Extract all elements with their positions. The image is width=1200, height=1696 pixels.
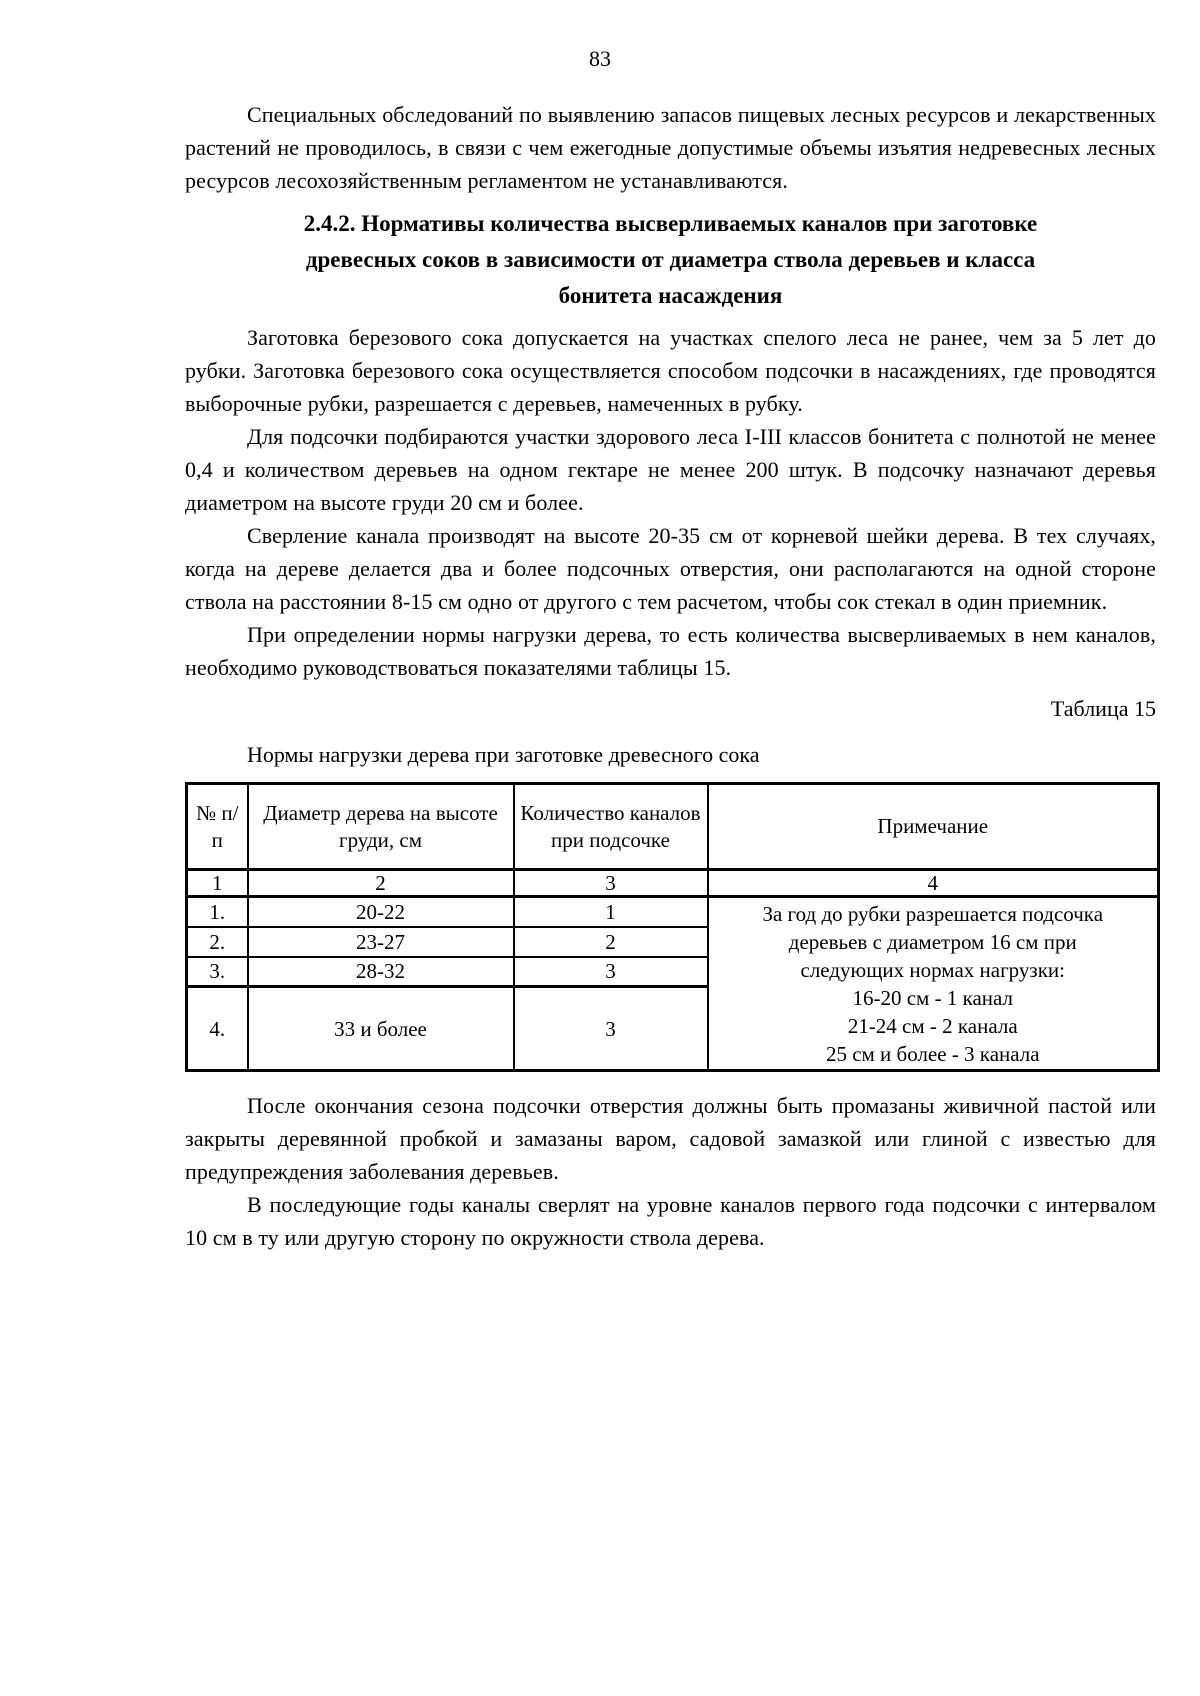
channels-cell: 2 xyxy=(514,927,708,957)
channels-cell: 1 xyxy=(514,897,708,927)
column-numbering-row xyxy=(187,870,1159,897)
note-line-4: 16-20 см - 1 канал xyxy=(852,985,1014,1010)
col-header-number: № п/п xyxy=(187,784,248,870)
column-number-cell: 4 xyxy=(708,870,1159,897)
note-line-2: деревьев с диаметром 16 см при xyxy=(788,929,1077,954)
paragraph-following-years: В последующие годы каналы сверлят на уровне каналов первого года подсочки с интервалом 10 см в ту или другую сторону по окружности ствола дерева. xyxy=(185,1192,1156,1250)
column-number-cell: 1 xyxy=(187,870,248,897)
paragraph-site-selection: Для подсочки подбираются участки здорового леса I-III классов бонитета с полнотой не менее 0,4 и количеством деревьев на одном гектаре не менее 200 штук. В подсочку назначают деревья диаметром на высоте груди 20 см и более. xyxy=(185,424,1156,515)
row-number-cell: 4. xyxy=(187,987,248,1071)
paragraph-load-norm-reference: При определении нормы нагрузки дерева, то есть количества высверливаемых в нем каналов, необходимо руководствоваться показателями таблицы 15. xyxy=(185,622,1156,680)
table-header-row xyxy=(187,784,1159,870)
section-heading-line-2: древесных соков в зависимости от диаметра ствола деревьев и класса xyxy=(305,247,1036,272)
table-caption: Нормы нагрузки дерева при заготовке древесного сока xyxy=(247,742,760,767)
diameter-cell: 33 и более xyxy=(248,987,514,1071)
col-header-channels: Количество каналов при подсочке xyxy=(514,784,708,870)
note-line-5: 21-24 см - 2 канала xyxy=(847,1013,1018,1038)
paragraph-drilling-height: Сверление канала производят на высоте 20-35 см от корневой шейки дерева. В тех случаях, когда на дереве делается два и более подсочных отверстия, они располагаются на одной стороне ствола на расстоянии 8-15 см одно от другого с тем расчетом, чтобы сок стекал в один приемник. xyxy=(185,523,1156,614)
paragraph-special-surveys: Специальных обследований по выявлению запасов пищевых лесных ресурсов и лекарственных растений не проводилось, в связи с чем ежегодные допустимые объемы изъятия недревесных лесных ресурсов лесохозяйственным регламентом не устанавливаются. xyxy=(185,102,1156,193)
section-heading-line-1: 2.4.2. Нормативы количества высверливаемых каналов при заготовке xyxy=(303,211,1038,236)
row-number-cell: 1. xyxy=(187,897,248,927)
col-header-note: Примечание xyxy=(708,784,1159,870)
note-line-6: 25 см и более - 3 канала xyxy=(825,1041,1040,1066)
section-heading-line-3: бонитета насаждения xyxy=(558,283,783,308)
channels-cell: 3 xyxy=(514,957,708,987)
row-number-cell: 3. xyxy=(187,957,248,987)
channels-cell: 3 xyxy=(514,987,708,1071)
diameter-cell: 20-22 xyxy=(248,897,514,927)
note-line-3: следующих нормах нагрузки: xyxy=(800,957,1065,982)
note-line-1: За год до рубки разрешается подсочка xyxy=(762,901,1104,926)
note-cell xyxy=(708,897,1159,1071)
table-row xyxy=(187,897,1159,927)
sap-load-norms-table xyxy=(185,782,1160,1072)
column-number-cell: 2 xyxy=(248,870,514,897)
column-number-cell: 3 xyxy=(514,870,708,897)
page-number: 83 xyxy=(589,46,611,71)
paragraph-birch-sap-rules: Заготовка березового сока допускается на участках спелого леса не ранее, чем за 5 лет до рубки. Заготовка березового сока осуществляется способом подсочки в насаждениях, где проводятся выборочные рубки, разрешается с деревьев, намеченных в рубку. xyxy=(185,325,1156,416)
paragraph-season-end: После окончания сезона подсочки отверстия должны быть промазаны живичной пастой или закрыты деревянной пробкой и замазаны варом, садовой замазкой или глиной с известью для предупреждения заболевания деревьев. xyxy=(185,1093,1156,1184)
diameter-cell: 28-32 xyxy=(248,957,514,987)
diameter-cell: 23-27 xyxy=(248,927,514,957)
section-heading xyxy=(185,206,1156,314)
col-header-diameter: Диаметр дерева на высоте груди, см xyxy=(248,784,514,870)
row-number-cell: 2. xyxy=(187,927,248,957)
table-label: Таблица 15 xyxy=(1050,696,1156,721)
